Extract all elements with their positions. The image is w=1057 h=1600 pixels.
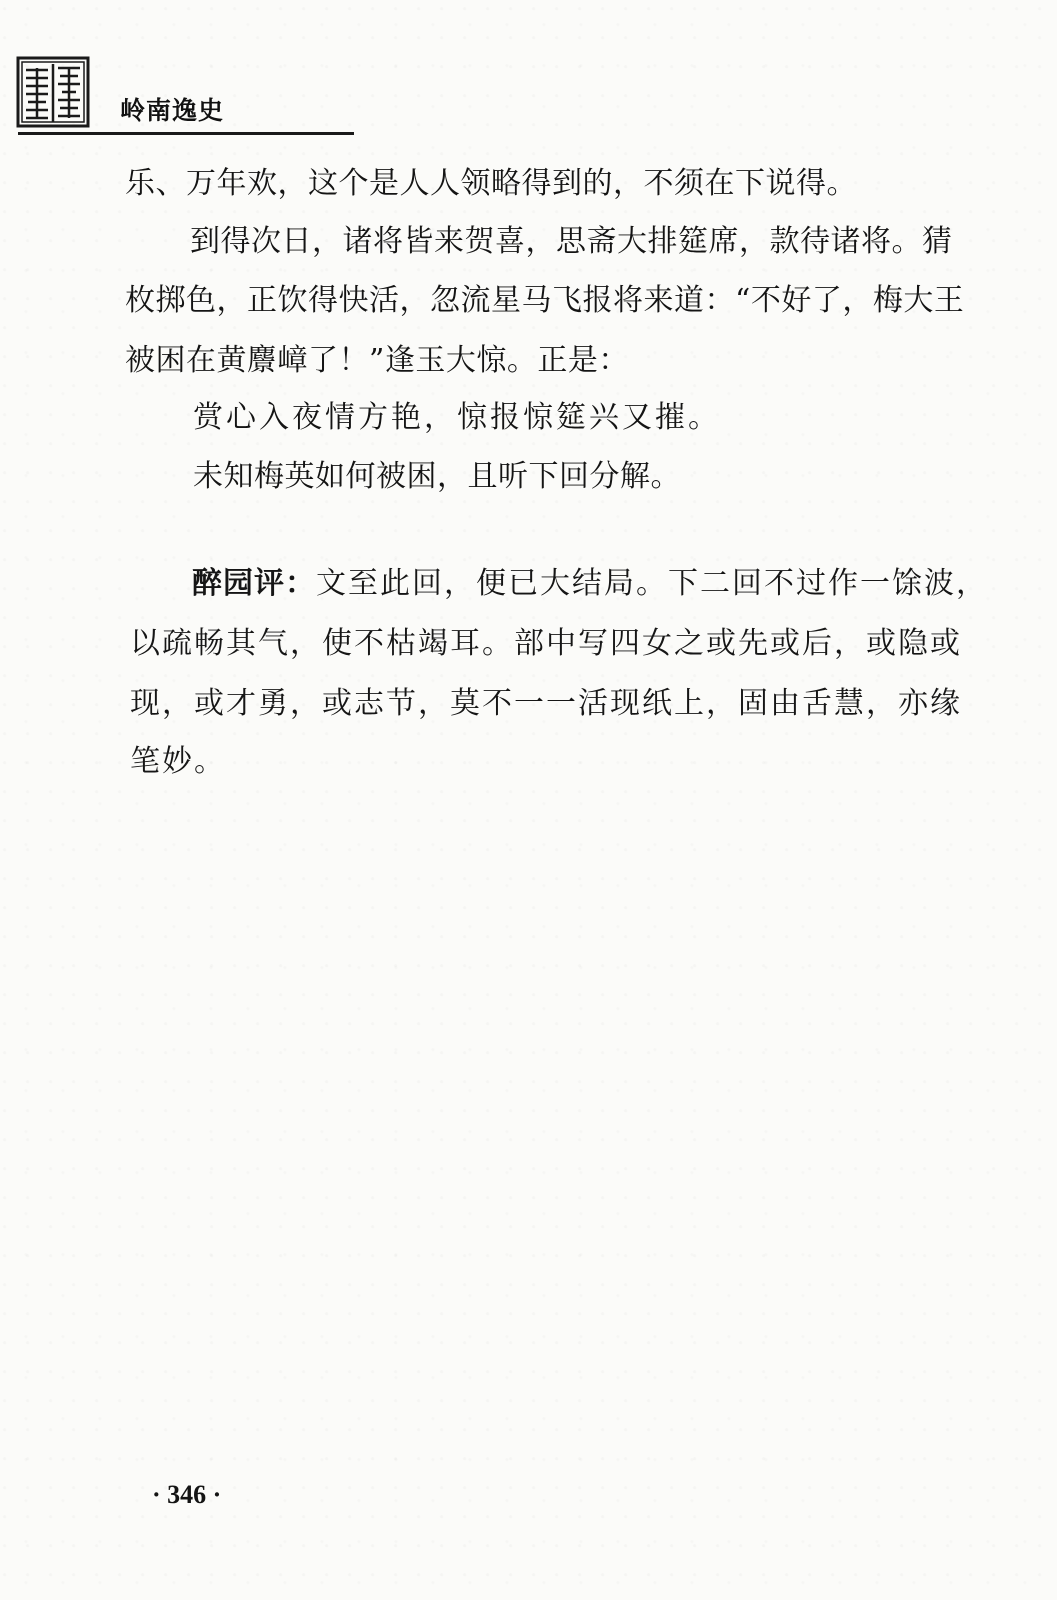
seal-logo: [16, 56, 90, 128]
body-line: 乐、万年欢，这个是人人领略得到的，不须在下说得。: [125, 166, 857, 201]
body-line: 到得次日，诸将皆来贺喜，思斋大排筵席，款待诸将。猜: [190, 224, 953, 259]
header-rule: [18, 132, 354, 135]
commentary-text: 文至此回，便已大结局。下二回不过作一馀波，: [316, 566, 988, 601]
chapter-closing-line: 未知梅英如何被困，且听下回分解。: [193, 459, 681, 494]
verse-line: 赏心入夜情方艳，惊报惊筵兴又摧。: [193, 400, 721, 435]
commentary-label: 醉园评：: [192, 566, 316, 601]
commentary-line: 现，或才勇，或志节，莫不一一活现纸上，固由舌慧，亦缘: [130, 686, 962, 721]
body-line: 枚掷色，正饮得快活，忽流星马飞报将来道：“不好了，梅大王: [125, 283, 965, 318]
commentary-line: 以疏畅其气，使不枯竭耳。部中写四女之或先或后，或隐或: [130, 626, 962, 661]
commentary-line: [192, 566, 988, 602]
commentary-line: 笔妙。: [130, 744, 226, 779]
body-line: 被困在黄麖嶂了！”逢玉大惊。正是：: [125, 343, 629, 378]
page-number: · 346 ·: [152, 1480, 222, 1509]
running-title: 岭南逸史: [120, 96, 225, 125]
